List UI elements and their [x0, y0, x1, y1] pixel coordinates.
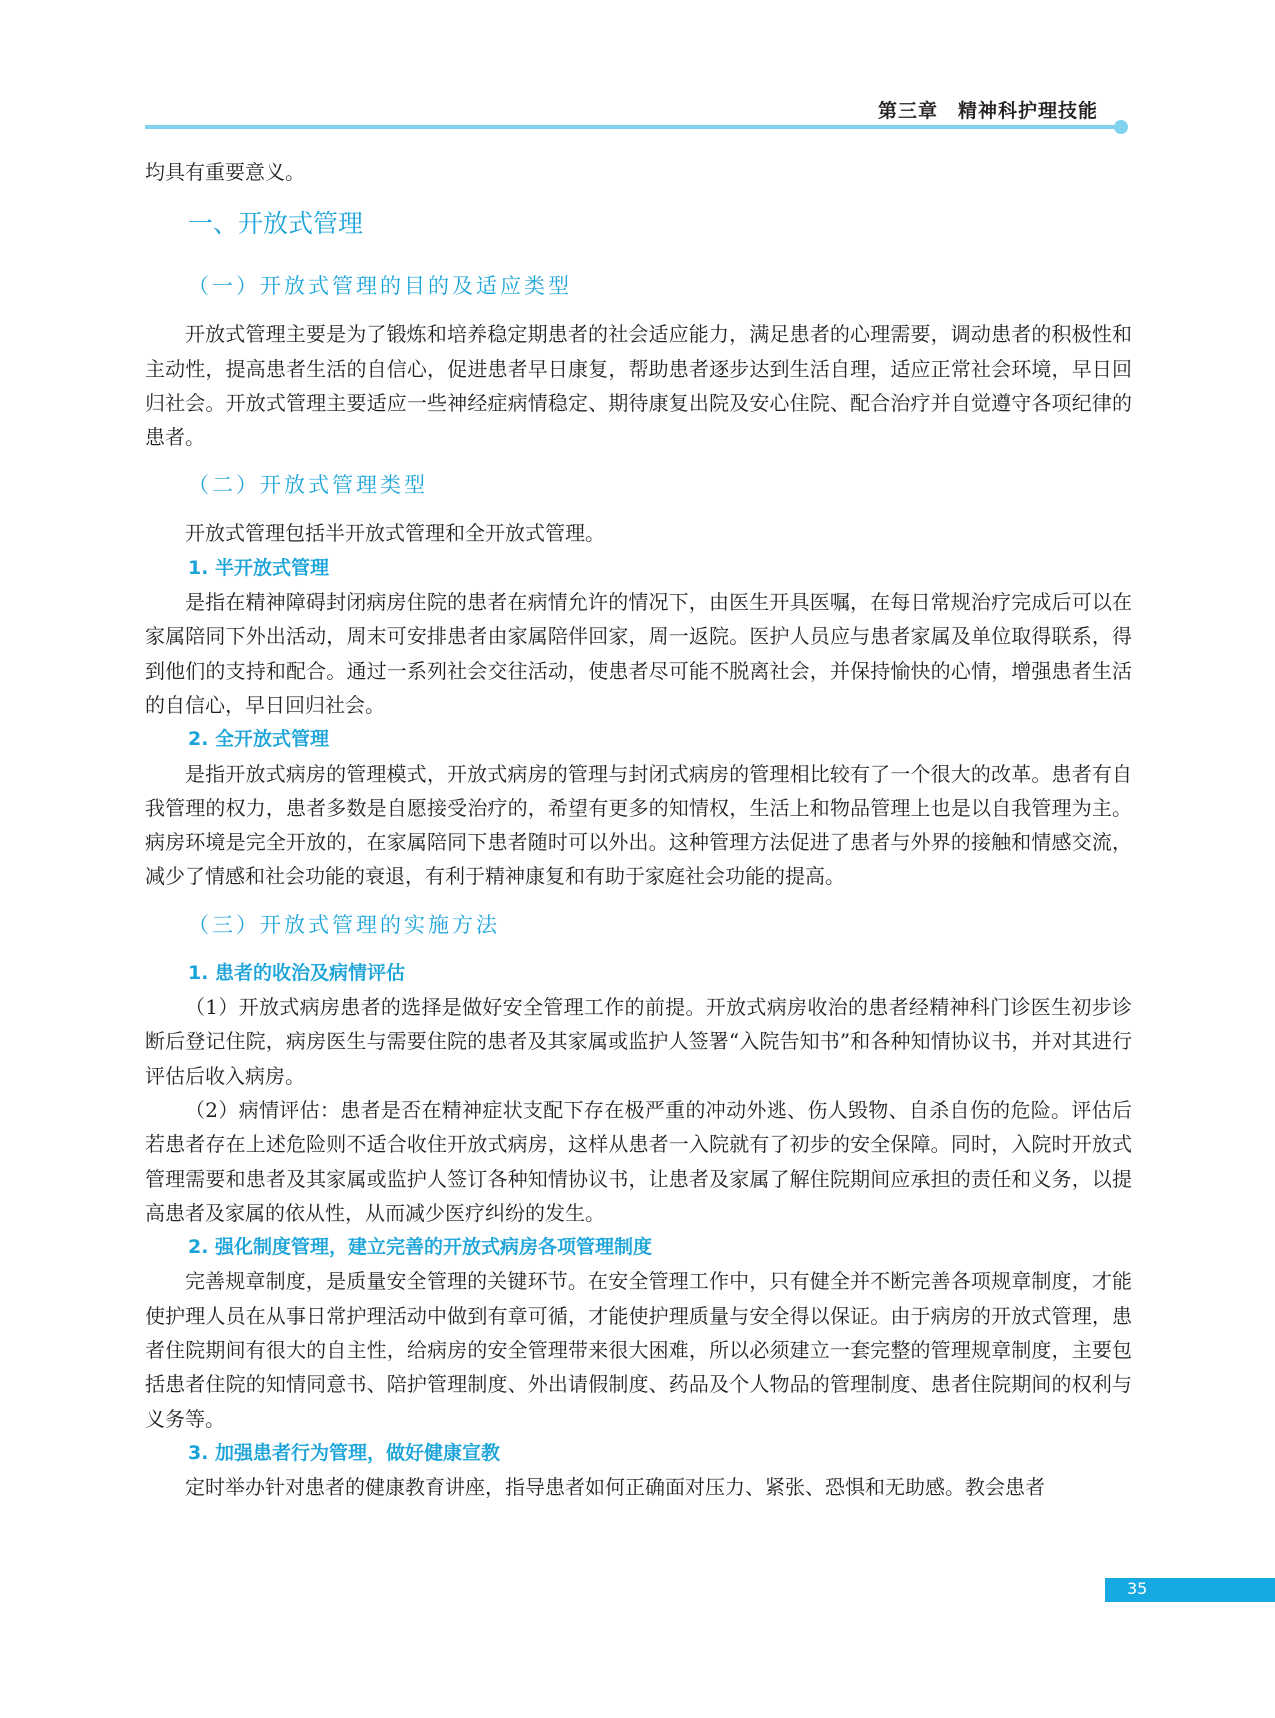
subsection-heading: （三）开放式管理的实施方法: [188, 912, 500, 937]
item-heading: 3. 加强患者行为管理，做好健康宣教: [188, 1441, 501, 1464]
page-body: [145, 155, 1132, 1505]
paragraph: 定时举办针对患者的健康教育讲座，指导患者如何正确面对压力、紧张、恐惧和无助感。教会患者: [185, 1475, 1045, 1500]
subsection-heading: （二）开放式管理类型: [188, 473, 428, 498]
paragraph: 完善规章制度，是质量安全管理的关键环节。在安全管理工作中，只有健全并不断完善各项规章制度，才能使护理人员在从事日常护理活动中做到有章可循，才能使护理质量与安全得以保证。由于病房的开放式管理，患者住院期间有很大的自主性，给病房的安全管理带来很大困难，所以必须建立一套完整的管理规章制度，主要包括患者住院的知情同意书、陪护管理制度、外出请假制度、药品及个人物品的管理制度、患者住院期间的权利与义务等。: [145, 1269, 1132, 1431]
paragraph: 均具有重要意义。: [145, 160, 305, 184]
page-header: [145, 92, 1128, 132]
page-number-bar: [1105, 1578, 1275, 1602]
header-divider: [145, 125, 1118, 129]
paragraph: 是指在精神障碍封闭病房住院的患者在病情允许的情况下，由医生开具医嘱，在每日常规治疗完成后可以在家属陪同下外出活动，周末可安排患者由家属陪伴回家，周一返院。医护人员应与患者家属及单位取得联系，得到他们的支持和配合。通过一系列社会交往活动，使患者尽可能不脱离社会，并保持愉快的心情，增强患者生活的自信心，早日回归社会。: [145, 590, 1132, 717]
page-number: 35: [1127, 1579, 1148, 1598]
paragraph: 开放式管理主要是为了锻炼和培养稳定期患者的社会适应能力，满足患者的心理需要，调动患者的积极性和主动性，提高患者生活的自信心，促进患者早日康复，帮助患者逐步达到生活自理，适应正常社会环境，早日回归社会。开放式管理主要适应一些神经症病情稳定、期待康复出院及安心住院、配合治疗并自觉遵守各项纪律的患者。: [145, 322, 1132, 450]
paragraph: （1）开放式病房患者的选择是做好安全管理工作的前提。开放式病房收治的患者经精神科门诊医生初步诊断后登记住院，病房医生与需要住院的患者及其家属或监护人签署“入院告知书”和各种知情协议书，并对其进行评估后收入病房。: [145, 995, 1132, 1088]
item-heading: 2. 全开放式管理: [188, 728, 330, 751]
item-heading: 1. 患者的收治及病情评估: [188, 961, 406, 984]
header-dot: [1114, 120, 1128, 134]
paragraph: 是指开放式病房的管理模式，开放式病房的管理与封闭式病房的管理相比较有了一个很大的改革。患者有自我管理的权力，患者多数是自愿接受治疗的，希望有更多的知情权，生活上和物品管理上也是以自我管理为主。病房环境是完全开放的，在家属陪同下患者随时可以外出。这种管理方法促进了患者与外界的接触和情感交流，减少了情感和社会功能的衰退，有利于精神康复和有助于家庭社会功能的提高。: [145, 761, 1132, 889]
chapter-title: 第三章 精神科护理技能: [877, 100, 1098, 122]
item-heading: 2. 强化制度管理，建立完善的开放式病房各项管理制度: [188, 1236, 653, 1259]
paragraph: （2）病情评估：患者是否在精神症状支配下存在极严重的冲动外逃、伤人毁物、自杀自伤的危险。评估后若患者存在上述危险则不适合收住开放式病房，这样从患者一入院就有了初步的安全保障。同时，入院时开放式管理需要和患者及其家属或监护人签订各种知情协议书，让患者及家属了解住院期间应承担的责任和义务，以提高患者及家属的依从性，从而减少医疗纠纷的发生。: [145, 1097, 1132, 1225]
paragraph: 开放式管理包括半开放式管理和全开放式管理。: [185, 521, 605, 546]
item-heading: 1. 半开放式管理: [188, 556, 330, 579]
subsection-heading: （一）开放式管理的目的及适应类型: [188, 274, 572, 299]
section-heading: 一、开放式管理: [188, 209, 364, 239]
